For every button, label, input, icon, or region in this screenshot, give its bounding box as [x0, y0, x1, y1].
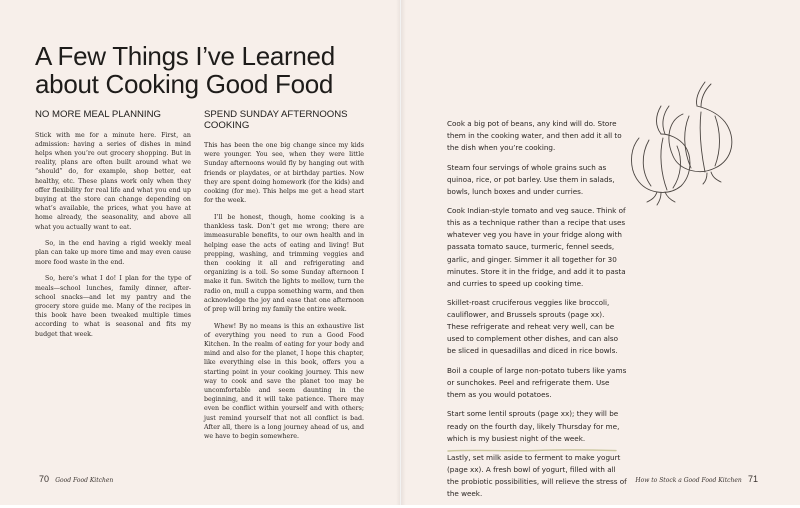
body-paragraph: So, in the end having a rigid weekly meal plan can take up more time and may even cause more food waste in the end. [35, 240, 191, 266]
running-head: Good Food Kitchen [55, 477, 114, 484]
column-sunday-cooking [204, 110, 364, 449]
tip-item: Cook Indian-style tomato and veg sauce. Think of this as a technique rather than a recipe that uses whatever veg you have in your fridge along with passata tomato sauce, turmeric, fennel seeds, garlic, and ginger. Simmer it all together for 30 minutes. Store it in the fridge, and add it to pasta and curries to speed up cooking time. [447, 206, 626, 288]
tip-item: Skillet-roast cruciferous veggies like broccoli, cauliflower, and Brussels sprouts (page xx). These refrigerate and reheat very well, can be used to complement other dishes, and can also be sliced in quesadillas and diced in rice bowls. [447, 298, 619, 356]
tip-item: Start some lentil sprouts (page xx); they will be ready on the fourth day, likely Thursday for me, which is my busiest night of the week. [447, 409, 620, 443]
section-heading: NO MORE MEAL PLANNING [35, 109, 161, 120]
page-number: 70 [39, 474, 50, 484]
tip-item: Lastly, set milk aside to ferment to make yogurt (page xx). A fresh bowl of yogurt, filled with all the probiotic possibilities, will relieve the stress of the week. [447, 453, 627, 499]
page-number: 71 [747, 474, 758, 484]
body-paragraph: Stick with me for a minute here. First, an admission: having a series of dishes in mind helps when you’re out grocery shopping. But in reality, plans are often built around what we “should” do, for example, shop better, eat healthy, etc. These plans work only when they offer flexibility for real life and what you end up buying at the store can change depending on what’s available, the prices, what you have at home already, the seasonality, and above all what you actually want to eat. [35, 131, 191, 231]
left-page [0, 0, 400, 505]
body-paragraph: This has been the one big change since my kids were younger. You see, when they were little Sunday afternoons would fly by hanging out with friends or playdates, or at birthday parties. Now they are spent doing homework (for the kids) and cooking (for me). This helps me get a head start for the week. [204, 142, 364, 205]
folio-left [35, 474, 113, 484]
section-heading: SPEND SUNDAY AFTERNOONS COOKING [204, 109, 348, 131]
tip-item: Boil a couple of large non-potato tubers like yams or sunchokes. Peel and refrigerate them. Use them as you would potatoes. [447, 365, 627, 400]
decorative-underline [447, 449, 617, 452]
garlic-bulbs-icon [625, 76, 755, 206]
running-head: How to Stock a Good Food Kitchen [635, 477, 742, 484]
body-paragraph: I’ll be honest, though, home cooking is a thankless task. Don’t get me wrong; there are immeasurable benefits, to our own health and in helping ease the acts of eating and living! But prepping, washing, and trimming veggies and then cooking it all and refrigerating and organizing is a toil. So some Sunday afternoon I make it fun. Switch the lights to mellow, turn the radio on, mull a cuppa something warm, and then acknowledge the joy and ease that one afternoon of prep will bring my family the entire week. [204, 213, 364, 313]
book-gutter [396, 0, 406, 505]
column-meal-planning [35, 110, 191, 346]
page-title: A Few Things I’ve Learned about Cooking Good Food [35, 41, 335, 99]
body-paragraph: So, here’s what I do! I plan for the type of meals—school lunches, family dinner, after-school snacks—and let my pantry and the grocery store guide me. Many of the recipes in this book have been tweaked multiple times according to what is seasonal and fits my budget that week. [35, 275, 191, 338]
body-paragraph: Whew! By no means is this an exhaustive list of everything you need to run a Good Food Kitchen. In the realm of eating for your body and mind and also for the planet, I hope this chapter, like everything else in this book, offers you a starting point in your cooking journey. This new way to cook and save the planet too may be uncomfortable and seem daunting in the beginning, and it will take patience. There may even be conflict within yourself and with others; just remind yourself that not all conflict is bad. After all, there is a long journey ahead of us, and we have to begin somewhere. [204, 322, 364, 441]
tip-item: Cook a big pot of beans, any kind will do. Store them in the cooking water, and then add it all to the dish when you’re cooking. [447, 119, 622, 153]
folio-right [635, 474, 762, 484]
tip-item: Steam four servings of whole grains such as quinoa, rice, or pot barley. Use them in salads, bowls, lunch boxes and under curries. [447, 162, 615, 196]
